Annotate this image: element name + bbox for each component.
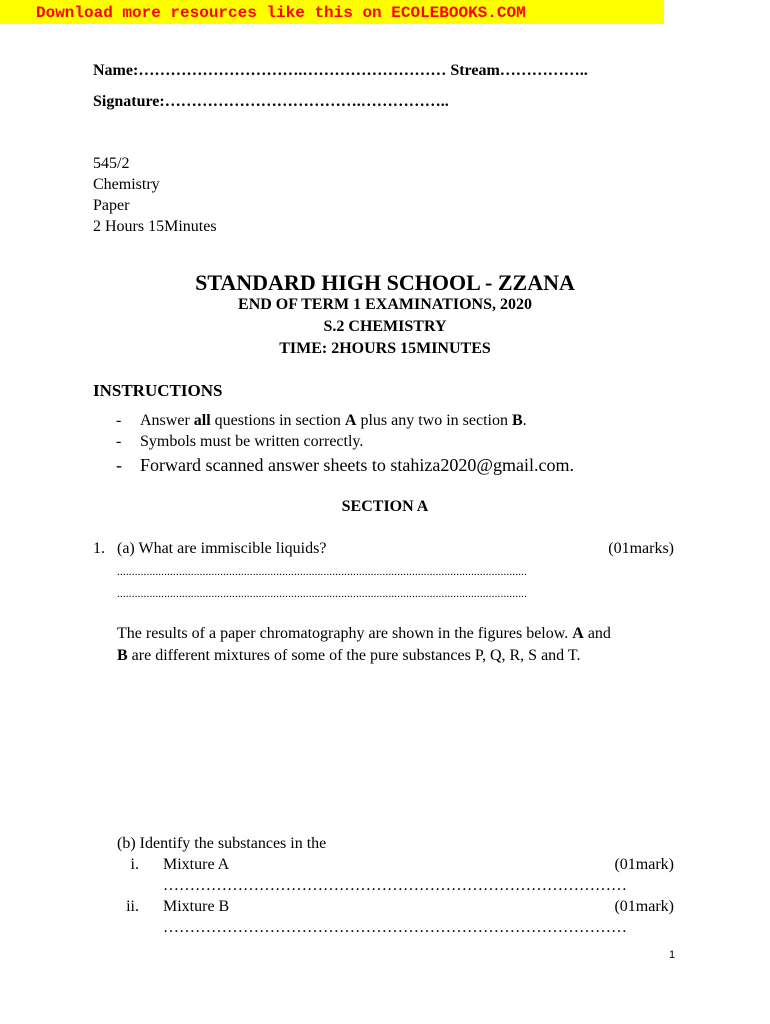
sub-question-ii-answer-line: …………………………………………………………………………… bbox=[163, 919, 627, 936]
paper-label: Paper bbox=[93, 197, 130, 214]
instruction-item-3: - Forward scanned answer sheets to stahiza2020@gmail.com. bbox=[116, 455, 574, 475]
sub-question-ii-text: Mixture B bbox=[163, 898, 230, 915]
instructions-heading: INSTRUCTIONS bbox=[93, 381, 223, 400]
chromatography-paragraph-line-2: B are different mixtures of some of the pure substances P, Q, R, S and T. bbox=[117, 647, 581, 664]
exam-title: END OF TERM 1 EXAMINATIONS, 2020 bbox=[238, 296, 532, 313]
sub-question-i-text: Mixture A bbox=[163, 856, 230, 873]
school-title: STANDARD HIGH SCHOOL - ZZANA bbox=[195, 270, 575, 295]
sub-question-i-marks: (01mark) bbox=[614, 856, 674, 873]
signature-line: Signature:……………………………….…………….. bbox=[93, 93, 449, 110]
subject-name: Chemistry bbox=[93, 176, 160, 193]
sub-question-i-answer-line: …………………………………………………………………………… bbox=[163, 877, 627, 894]
class-subject-title: S.2 CHEMISTRY bbox=[323, 318, 447, 335]
question-1-number: 1. bbox=[93, 540, 105, 557]
sub-question-ii-number: ii. bbox=[126, 898, 139, 915]
answer-line-2: ........................................................................................................................................... bbox=[117, 588, 528, 600]
sub-question-i-number: i. bbox=[130, 856, 139, 873]
download-banner-text[interactable]: Download more resources like this on ECOLEBOOKS.COM bbox=[36, 4, 526, 22]
section-a-heading: SECTION A bbox=[341, 498, 429, 515]
instruction-item-1: - Answer all questions in section A plus any two in section B. bbox=[116, 412, 527, 429]
chromatography-paragraph-line-1: The results of a paper chromatography are shown in the figures below. A and bbox=[117, 625, 611, 642]
question-1a-marks: (01marks) bbox=[608, 540, 674, 557]
paper-duration: 2 Hours 15Minutes bbox=[93, 218, 217, 235]
sub-question-ii-marks: (01mark) bbox=[614, 898, 674, 915]
question-1b-text: (b) Identify the substances in the bbox=[117, 835, 327, 852]
paper-code: 545/2 bbox=[93, 155, 130, 172]
question-1a-text: (a) What are immiscible liquids? bbox=[117, 540, 327, 557]
instruction-item-2: - Symbols must be written correctly. bbox=[116, 433, 364, 450]
page-number: 1 bbox=[669, 949, 676, 961]
name-stream-line: Name:………………………….……………………… Stream…………….. bbox=[93, 62, 588, 79]
time-title: TIME: 2HOURS 15MINUTES bbox=[279, 340, 491, 357]
answer-line-1: ........................................................................................................................................... bbox=[117, 566, 528, 578]
